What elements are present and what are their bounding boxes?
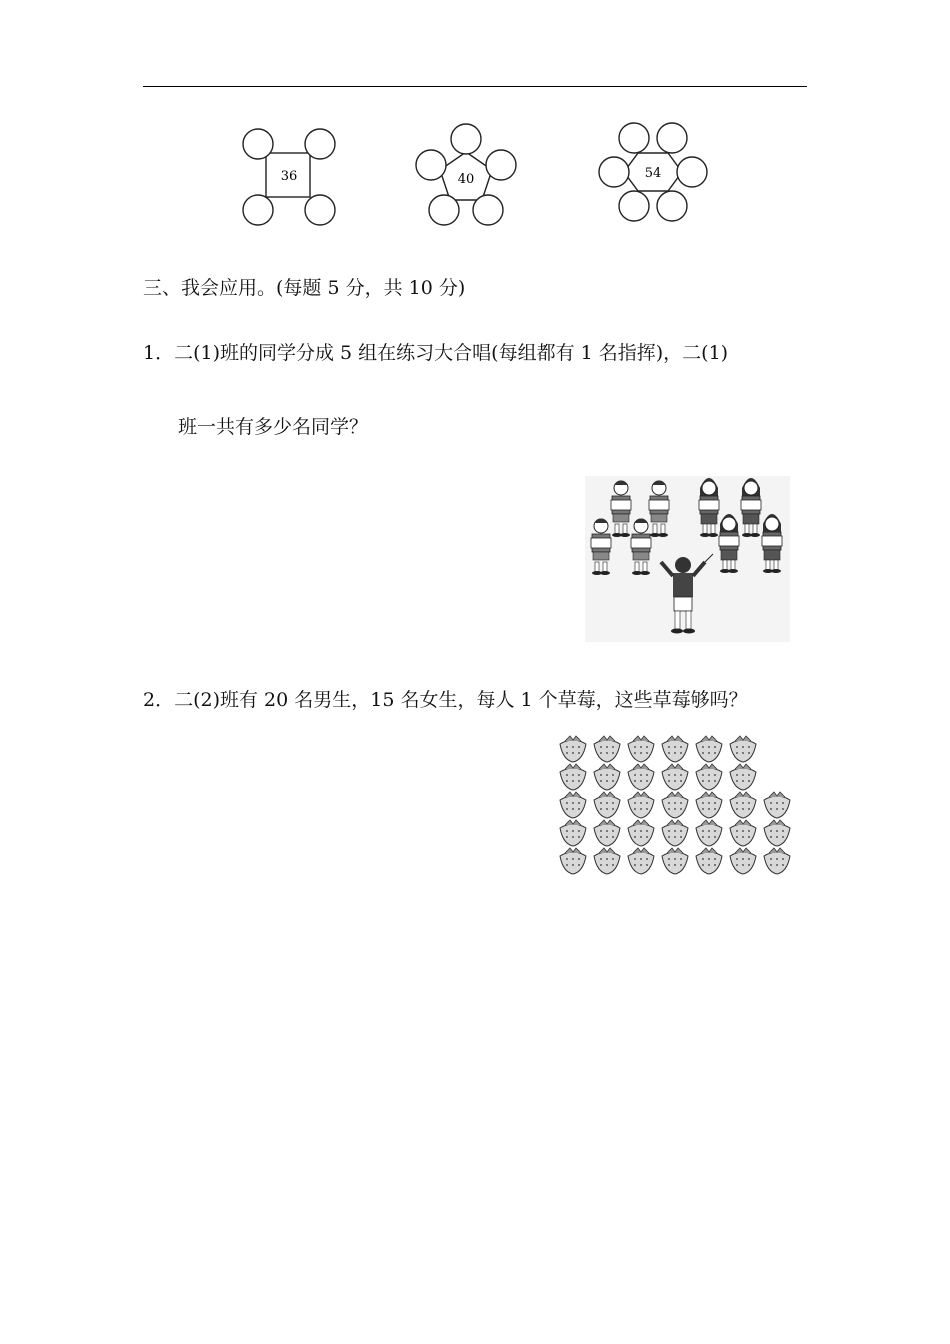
strawberry-icon bbox=[696, 764, 722, 790]
strawberry-icon bbox=[594, 736, 620, 762]
strawberry-icon bbox=[628, 736, 654, 762]
choir-illustration bbox=[585, 476, 790, 646]
strawberry-icon bbox=[628, 764, 654, 790]
strawberry-icon bbox=[594, 764, 620, 790]
strawberry-icon bbox=[594, 848, 620, 874]
strawberry-illustration bbox=[555, 728, 795, 888]
blank-circle bbox=[243, 129, 273, 159]
blank-circle bbox=[599, 157, 629, 187]
blank-circle bbox=[473, 195, 503, 225]
question-1-line-1: 1．二(1)班的同学分成 5 组在练习大合唱(每组都有 1 名指挥)，二(1) bbox=[143, 342, 729, 364]
strawberry-icon bbox=[662, 820, 688, 846]
hexagon-puzzle bbox=[596, 120, 710, 226]
blank-circle bbox=[305, 195, 335, 225]
strawberry-icon bbox=[696, 848, 722, 874]
pentagon-center-value: 40 bbox=[457, 172, 475, 187]
blank-circle bbox=[451, 124, 481, 154]
strawberry-icon bbox=[730, 820, 756, 846]
blank-circle bbox=[619, 123, 649, 153]
square-puzzle bbox=[238, 126, 338, 226]
strawberry-icon bbox=[594, 820, 620, 846]
blank-circle bbox=[657, 191, 687, 221]
strawberry-icon bbox=[764, 792, 790, 818]
strawberry-icon bbox=[730, 764, 756, 790]
blank-circle bbox=[657, 123, 687, 153]
blank-circle bbox=[619, 191, 649, 221]
square-center-value: 36 bbox=[280, 169, 298, 184]
strawberry-icon bbox=[696, 792, 722, 818]
strawberry-icon bbox=[662, 792, 688, 818]
blank-circle bbox=[243, 195, 273, 225]
question-2-line-1: 2．二(2)班有 20 名男生，15 名女生，每人 1 个草莓，这些草莓够吗？ bbox=[143, 689, 748, 711]
strawberry-icon bbox=[560, 820, 586, 846]
strawberry-icon bbox=[696, 736, 722, 762]
pentagon-puzzle bbox=[412, 120, 520, 230]
strawberry-icon bbox=[560, 764, 586, 790]
blank-circle bbox=[486, 150, 516, 180]
strawberry-icon bbox=[560, 792, 586, 818]
strawberry-icon bbox=[730, 848, 756, 874]
strawberry-icon bbox=[560, 736, 586, 762]
top-rule bbox=[143, 86, 807, 87]
strawberry-icon bbox=[696, 820, 722, 846]
strawberry-icon bbox=[662, 764, 688, 790]
blank-circle bbox=[305, 129, 335, 159]
blank-circle bbox=[429, 195, 459, 225]
strawberry-icon bbox=[662, 736, 688, 762]
strawberry-icon bbox=[764, 848, 790, 874]
question-1-line-2: 班一共有多少名同学？ bbox=[178, 416, 369, 438]
strawberry-icon bbox=[594, 792, 620, 818]
strawberry-icon bbox=[560, 848, 586, 874]
hexagon-center-value: 54 bbox=[644, 166, 662, 181]
blank-circle bbox=[677, 157, 707, 187]
strawberry-icon bbox=[662, 848, 688, 874]
strawberry-icon bbox=[628, 792, 654, 818]
section-heading: 三、我会应用。(每题 5 分，共 10 分) bbox=[143, 277, 466, 299]
strawberry-icon bbox=[628, 820, 654, 846]
strawberry-icon bbox=[730, 736, 756, 762]
strawberry-icon bbox=[764, 820, 790, 846]
strawberry-icon bbox=[628, 848, 654, 874]
blank-circle bbox=[416, 150, 446, 180]
strawberry-icon bbox=[730, 792, 756, 818]
